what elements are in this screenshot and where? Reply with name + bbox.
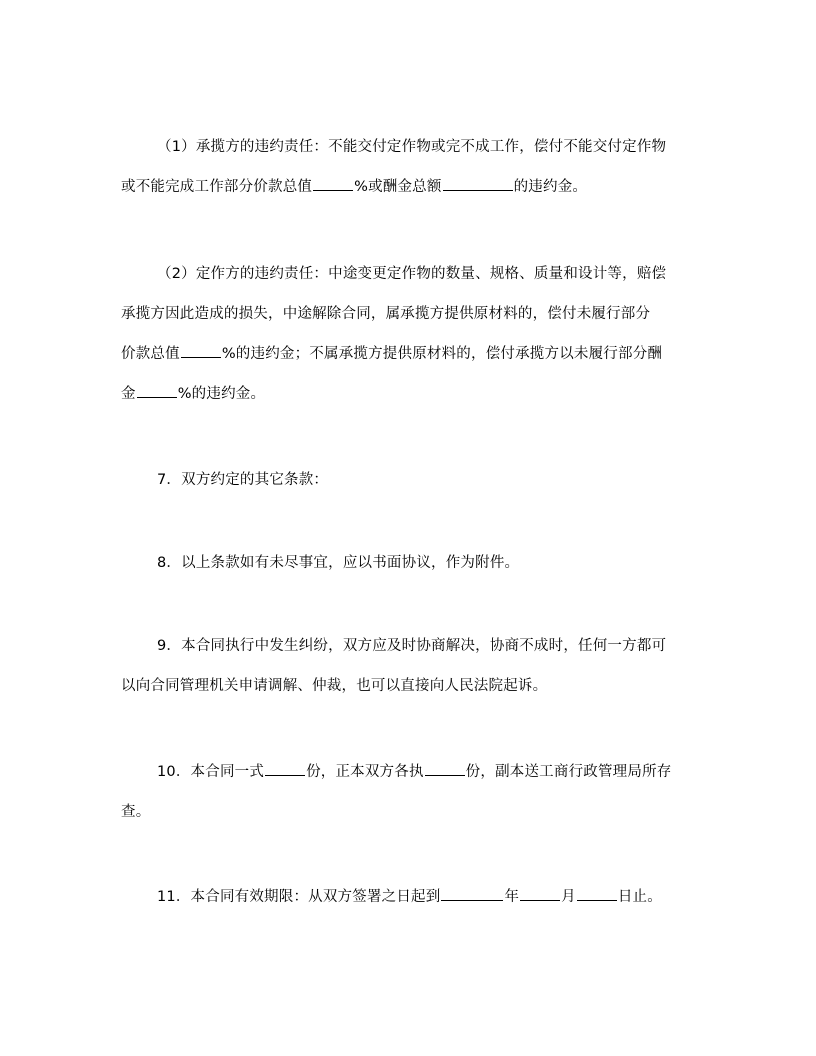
text-segment: 月	[561, 889, 576, 905]
clause-orderer-liability	[121, 254, 699, 414]
clause-8-supplement	[121, 543, 699, 583]
text-line: 9．本合同执行中发生纠纷，双方应及时协商解决，协商不成时，任何一方都可	[157, 638, 667, 654]
year-blank	[441, 885, 503, 901]
text-segment: 的违约金。	[513, 179, 588, 195]
clause-11-validity	[121, 877, 699, 917]
text-line	[121, 877, 699, 917]
month-blank	[520, 885, 560, 901]
text-line: 以向合同管理机关申请调解、仲裁，也可以直接向人民法院起诉。	[121, 678, 548, 694]
text-line: （1）承揽方的违约责任：不能交付定作物或完不成工作，偿付不能交付定作物	[157, 139, 667, 155]
text-line: 7．双方约定的其它条款：	[157, 472, 329, 488]
text-line: （2）定作方的违约责任：中途变更定作物的数量、规格、质量和设计等，赔偿	[157, 266, 667, 282]
copies-blank	[425, 760, 465, 776]
text-line	[121, 752, 699, 792]
text-segment: 或不能完成工作部分价款总值	[121, 179, 313, 195]
clause-10-copies	[121, 752, 699, 832]
text-segment: 价款总值	[121, 346, 180, 362]
text-line: 承揽方因此造成的损失，中途解除合同，属承揽方提供原材料的，偿付未履行部分	[121, 306, 651, 322]
text-segment: %的违约金；不属承揽方提供原材料的，偿付承揽方以未履行部分酬	[221, 346, 663, 362]
percent-blank	[313, 175, 353, 191]
text-line	[121, 334, 699, 374]
percent-blank	[181, 342, 221, 358]
day-blank	[577, 885, 617, 901]
text-segment: %的违约金。	[177, 386, 266, 402]
text-segment: 年	[504, 889, 520, 905]
text-segment: 金	[121, 386, 136, 402]
text-segment: 10．本合同一式	[157, 764, 265, 780]
percent-blank	[137, 382, 177, 398]
text-line	[121, 374, 699, 414]
text-segment: %或酬金总额	[354, 179, 442, 195]
text-segment: 份，正本双方各执	[306, 764, 424, 780]
amount-blank	[443, 175, 513, 191]
text-line	[121, 167, 699, 207]
text-segment: 日止。	[617, 889, 662, 905]
text-segment: 11．本合同有效期限：从双方签署之日起到	[157, 889, 441, 905]
clause-9-disputes	[121, 626, 699, 706]
text-line: 查。	[121, 804, 151, 820]
clause-contractor-liability	[121, 127, 699, 207]
text-line: 8．以上条款如有未尽事宜，应以书面协议，作为附件。	[157, 555, 520, 571]
copies-blank	[265, 760, 305, 776]
text-segment: 份，副本送工商行政管理局所存	[465, 764, 672, 780]
clause-7-other-terms	[121, 460, 699, 500]
